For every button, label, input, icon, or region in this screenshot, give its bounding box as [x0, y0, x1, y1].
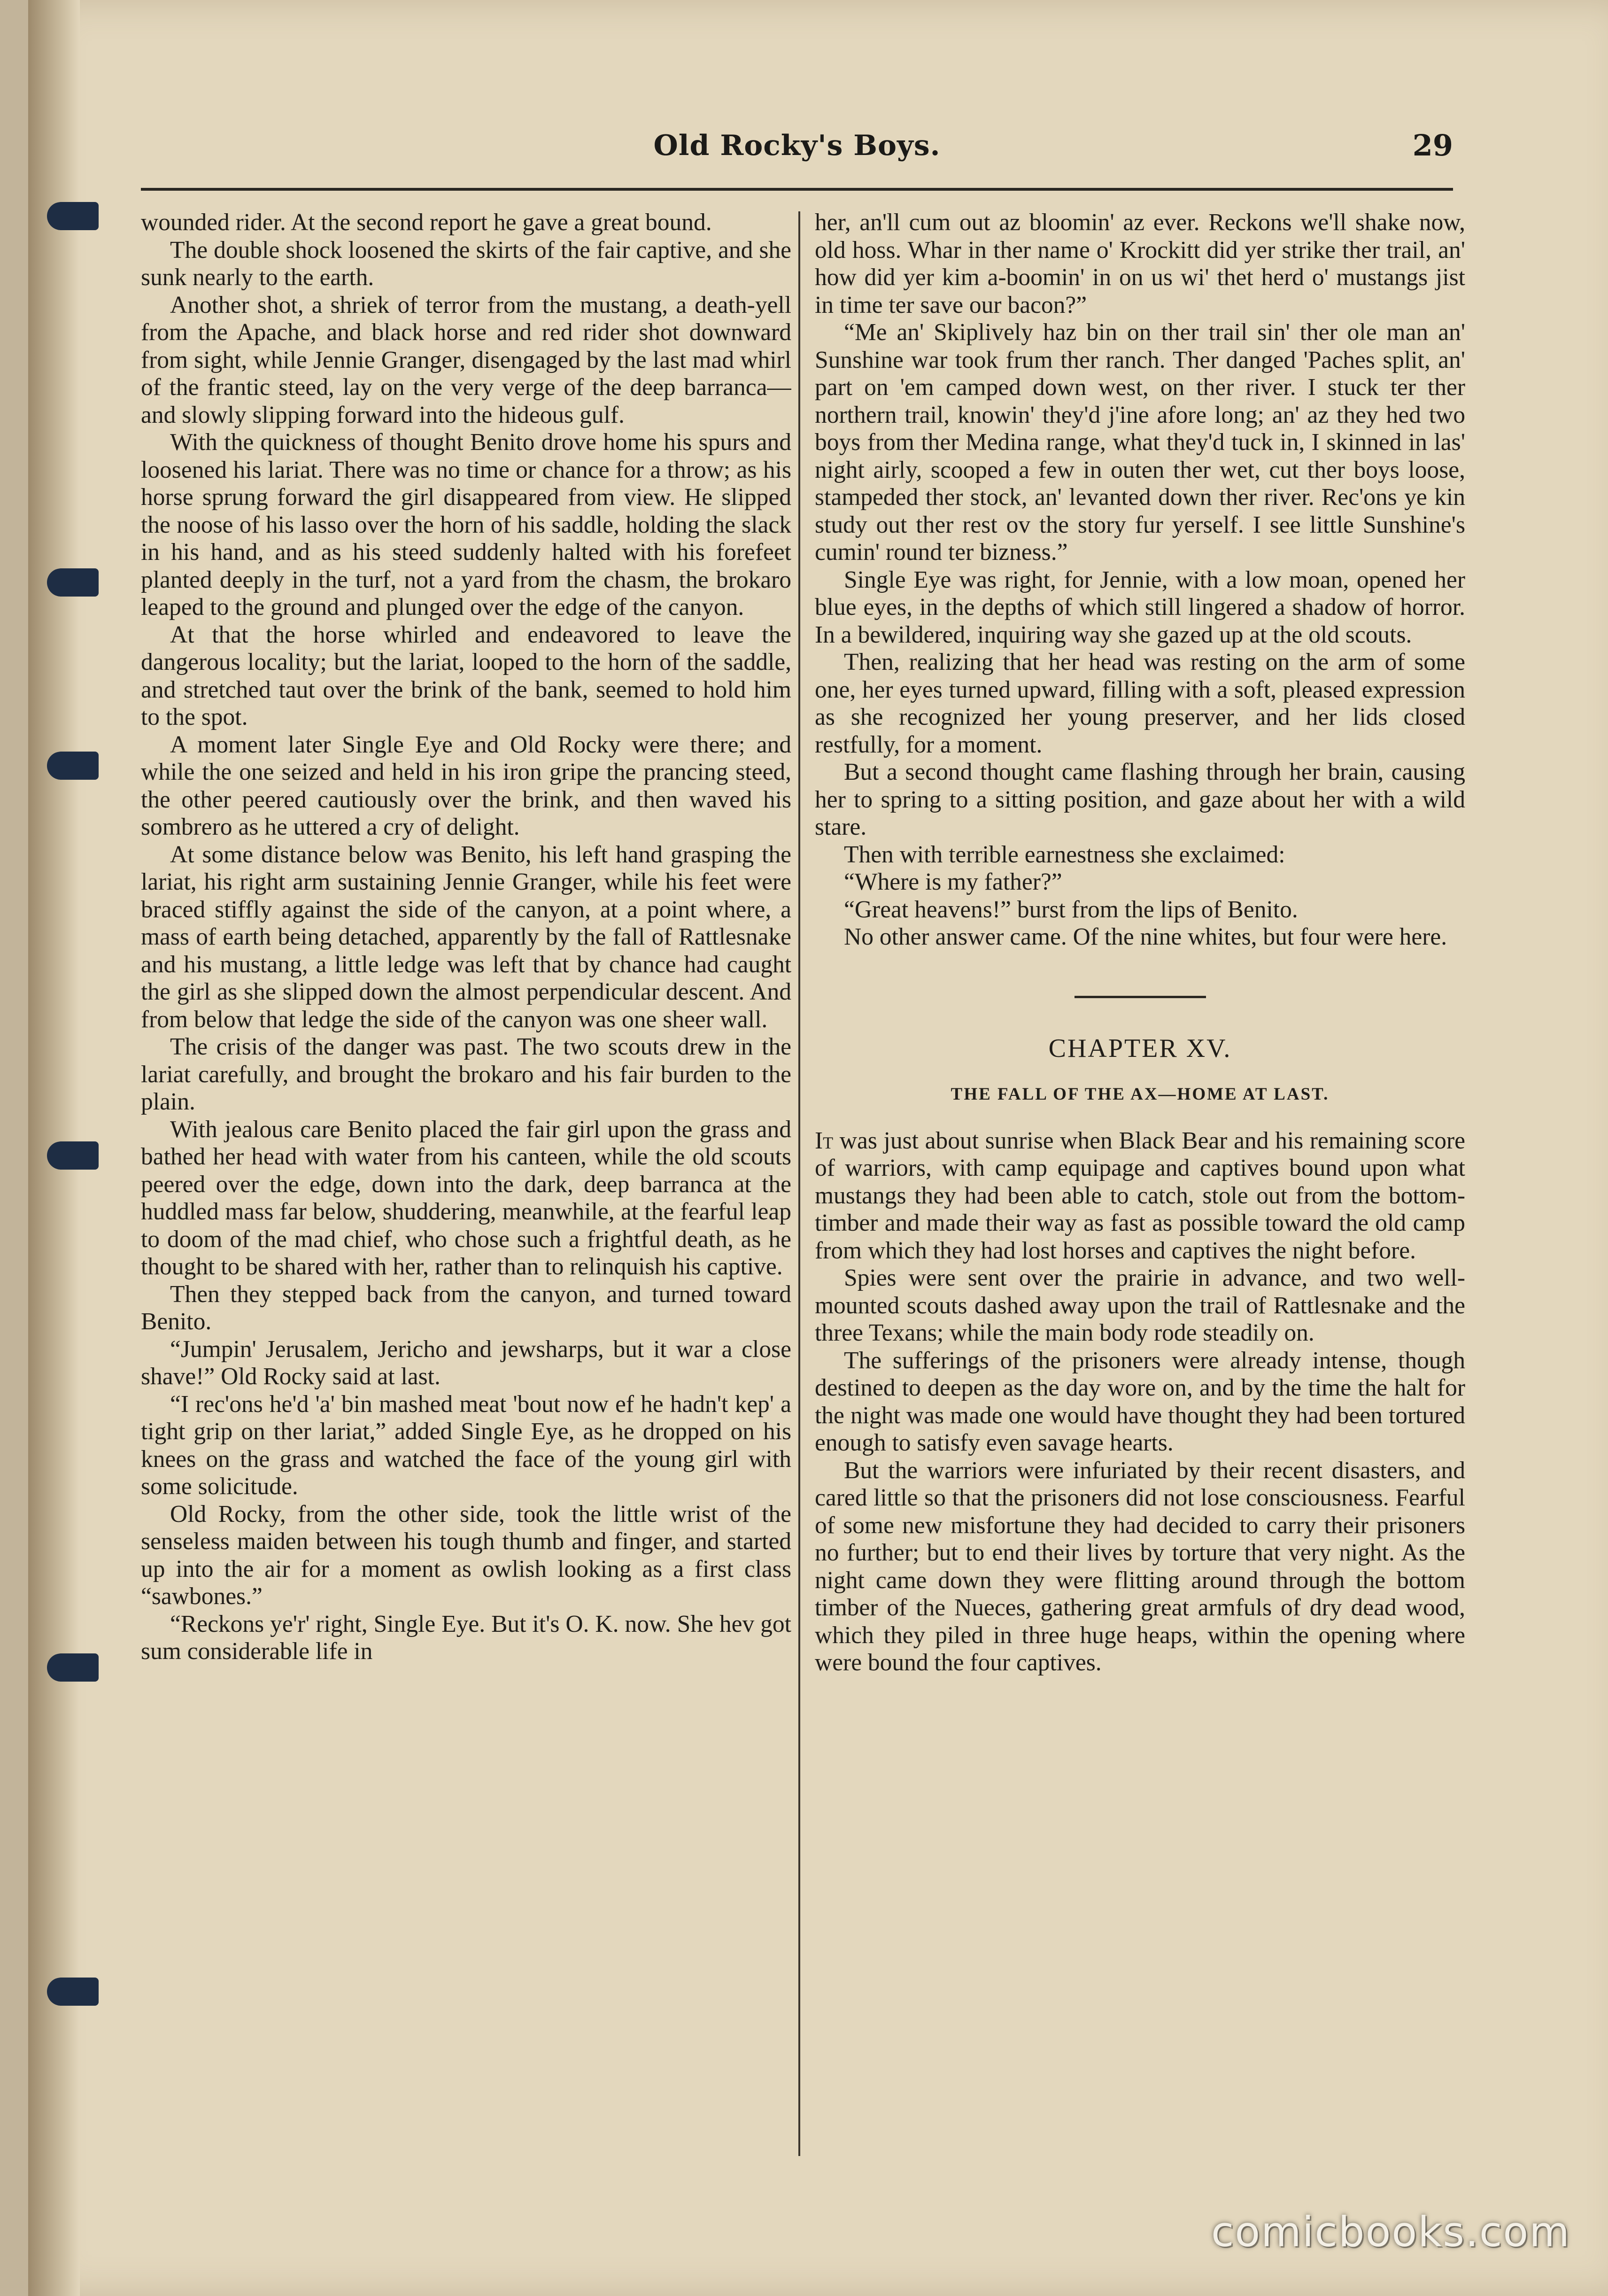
- paragraph: “Jumpin' Jerusalem, Jericho and jewsharps, but it war a close shave!” Old Rocky said at last.: [141, 1335, 791, 1390]
- paragraph: [815, 1127, 1465, 1265]
- paragraph: The sufferings of the prisoners were already intense, though destined to deepen as the day wore on, and by the time the halt for the night was made one would have thought they had been tortured enough to satisfy even savage hearts.: [815, 1347, 1465, 1456]
- paragraph-text: was just about sunrise when Black Bear and his remaining score of warriors, with camp equipage and captives bound upon what mustangs they had been able to catch, stole out from the bottom-timber and made their way as fast as possible toward the old camp from which they had lost horses and captives the night before.: [815, 1127, 1465, 1264]
- paragraph: But a second thought came flashing through her brain, causing her to spring to a sitting position, and gaze about her with a wild stare.: [815, 759, 1465, 840]
- binding-stitch: [47, 1978, 99, 2006]
- binding-stitch: [47, 202, 99, 230]
- paragraph: “I rec'ons he'd 'a' bin mashed meat 'bout now ef he hadn't kep' a tight grip on ther lariat,” added Single Eye, as he dropped on his knees on the grass and watched the face of the young girl with some solicitude.: [141, 1390, 791, 1500]
- paragraph: wounded rider. At the second report he gave a great bound.: [141, 209, 712, 236]
- binding-stitch: [47, 1653, 99, 1682]
- paragraph: No other answer came. Of the nine whites, but four were here.: [844, 923, 1447, 950]
- opening-word: It: [815, 1127, 834, 1154]
- paragraph: The crisis of the danger was past. The two scouts drew in the lariat carefully, and brought the brokaro and his fair burden to the plain.: [141, 1033, 791, 1115]
- watermark: comicbooks.com: [1211, 2208, 1570, 2256]
- paragraph: Then, realizing that her head was resting on the arm of some one, her eyes turned upward, filling with a soft, pleased expression as she recognized her young preserver, and her lids closed restfully, for a moment.: [815, 649, 1465, 758]
- paragraph: Old Rocky, from the other side, took the little wrist of the senseless maiden between his tough thumb and finger, and started up into the air for a moment as owlish looking as a first class “sawbones.”: [141, 1500, 791, 1610]
- left-column: [141, 209, 791, 2149]
- paragraph: “Great heavens!” burst from the lips of Benito.: [844, 896, 1298, 923]
- paragraph: “Where is my father?”: [844, 869, 1062, 895]
- page-number: 29: [1412, 128, 1453, 163]
- paragraph: Single Eye was right, for Jennie, with a low moan, opened her blue eyes, in the depths of which still lingered a shadow of horror. In a bewildered, inquiring way she gazed up at the old scouts.: [815, 566, 1465, 648]
- paragraph: “Reckons ye'r' right, Single Eye. But it's O. K. now. She hev got sum considerable life in: [141, 1610, 791, 1665]
- paragraph: At that the horse whirled and endeavored to leave the dangerous locality; but the lariat, looped to the horn of the saddle, and stretched taut over the brink of the bank, seemed to hold him to the spot.: [141, 621, 791, 730]
- paragraph: The double shock loosened the skirts of the fair captive, and she sunk nearly to the earth.: [141, 236, 791, 291]
- paragraph: At some distance below was Benito, his left hand grasping the lariat, his right arm sustaining Jennie Granger, while his feet were braced stiffly against the side of the canyon, at a point where, a mass of earth being detached, apparently by the fall of Rattlesnake and his mustang, a little ledge was left that by chance had caught the girl as she slipped down the almost perpendicular descent. And from below that ledge the side of the canyon was one sheer wall.: [141, 841, 791, 1033]
- paragraph: Then they stepped back from the canyon, and turned toward Benito.: [141, 1280, 791, 1335]
- paragraph: With jealous care Benito placed the fair girl upon the grass and bathed her head with water from his canteen, while the old scouts peered over the edge, down into the dark, deep barranca at the huddled mass far below, shuddering, meanwhile, at the fearful leap to doom of the mad chief, who chose such a frightful death, as he thought to be shared with her, rather than to relinquish his captive.: [141, 1116, 791, 1280]
- paragraph: With the quickness of thought Benito drove home his spurs and loosened his lariat. There was no time or chance for a throw; as his horse sprung forward the girl disappeared from view. He slipped the noose of his lasso over the horn of his saddle, holding the slack in his hand, and as his steed suddenly halted with his forefeet planted deeply in the turf, not a yard from the chasm, the brokaro leaped to the ground and plunged over the edge of the canyon.: [141, 429, 791, 621]
- paragraph: Spies were sent over the prairie in advance, and two well-mounted scouts dashed away upon the trail of Rattlesnake and the three Texans; while the main body rode steadily on.: [815, 1264, 1465, 1346]
- right-column: [815, 209, 1465, 2149]
- page-header: [141, 120, 1453, 171]
- paragraph: “Me an' Skiplively haz bin on ther trail sin' ther ole man an' Sunshine war took frum ther ranch. Ther danged 'Paches split, an' part on 'em camped down west, on ther river. I stuck ter ther northern trail, knowin' they'd j'ine afore long; an' az they hed two boys from ther Medina range, what they'd tuck in, I skinned in las' night airly, scooped a few in outen ther wet, cut ther boys loose, stampeded ther stock, an' levanted down ther river. Rec'ons ye kin study out ther rest ov the story fur yerself. I see little Sunshine's cumin' round ter bizness.”: [815, 319, 1465, 566]
- column-divider: [798, 211, 800, 2156]
- binding-stitch: [47, 752, 99, 780]
- paragraph: Then with terrible earnestness she exclaimed:: [844, 841, 1285, 868]
- chapter-rule: [1075, 996, 1206, 998]
- paragraph: her, an'll cum out az bloomin' az ever. Reckons we'll shake now, old hoss. Whar in ther name o' Krockitt did yer strike ther trail, an' how did yer kim a-boomin' in on us wi' thet herd o' mustangs jist in time ter save our bacon?”: [815, 209, 1465, 318]
- chapter-title: CHAPTER XV.: [1048, 1033, 1232, 1063]
- paragraph: Another shot, a shriek of terror from the mustang, a death-yell from the Apache, and black horse and red rider shot downward from sight, while Jennie Granger, disengaged by the last mad whirl of the frantic steed, lay on the very verge of the deep barranca—and slowly slipping forward into the hideous gulf.: [141, 291, 791, 428]
- header-rule: [141, 188, 1453, 191]
- binding-stitch: [47, 1141, 99, 1170]
- paragraph: But the warriors were infuriated by their recent disasters, and cared little so that the prisoners did not lose consciousness. Fearful of some new misfortune they had decided to carry their prisoners no further; but to end their lives by torture that very night. As the night came down they were flitting around through the bottom timber of the Nueces, gathering great armfuls of dry dead wood, which they piled in three huge heaps, within the opening where were bound the four captives.: [815, 1457, 1465, 1676]
- paragraph: A moment later Single Eye and Old Rocky were there; and while the one seized and held in his iron gripe the prancing steed, the other peered cautiously over the brink, and then waved his sombrero as he uttered a cry of delight.: [141, 731, 791, 840]
- chapter-subtitle: THE FALL OF THE AX—HOME AT LAST.: [951, 1085, 1330, 1104]
- running-head: Old Rocky's Boys.: [653, 129, 941, 162]
- binding-stitch: [47, 568, 99, 597]
